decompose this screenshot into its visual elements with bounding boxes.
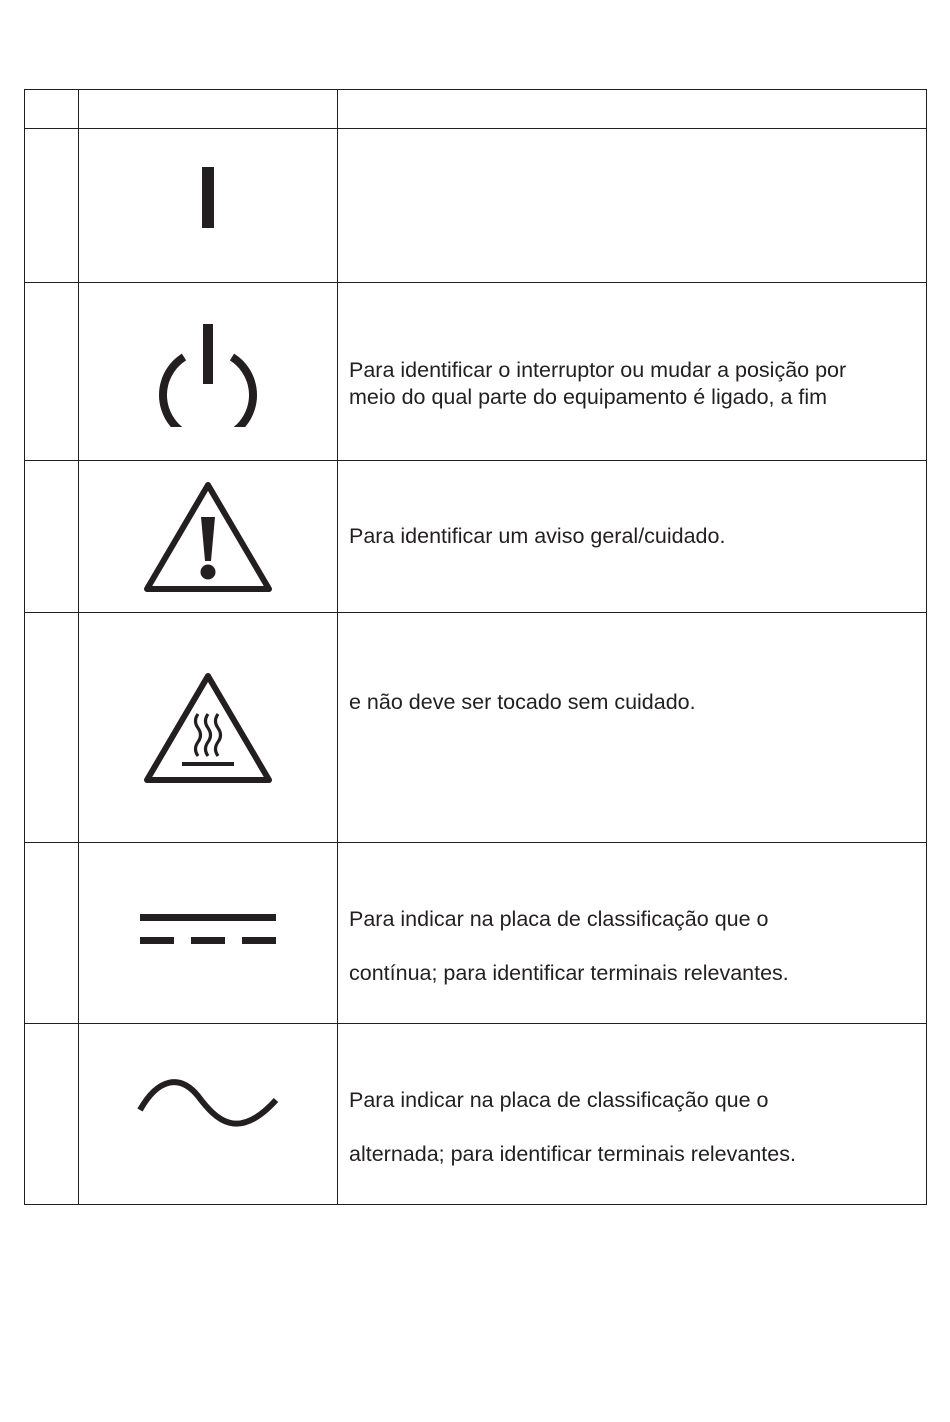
header-description-cell — [338, 90, 927, 129]
row-number-cell — [25, 461, 79, 613]
symbol-cell — [79, 283, 338, 461]
description-cell — [338, 461, 927, 613]
description-line: e não deve ser tocado sem cuidado. — [349, 690, 696, 714]
description-cell — [338, 843, 927, 1024]
description-line: Para identificar o interruptor ou mudar a posição por — [349, 357, 847, 382]
general-warning-icon — [142, 479, 274, 595]
table-row — [25, 129, 927, 283]
description-cell — [338, 613, 927, 843]
description-cell — [338, 1024, 927, 1205]
description-line: alternada; para identificar terminais relevantes. — [349, 1141, 796, 1166]
table-row — [25, 461, 927, 613]
table-header-row — [25, 90, 927, 129]
description-line: Para indicar na placa de classificação que o — [349, 1087, 769, 1112]
header-number-cell — [25, 90, 79, 129]
row-number-cell — [25, 613, 79, 843]
header-symbol-cell — [79, 90, 338, 129]
description-line: Para indicar na placa de classificação que o — [349, 906, 769, 931]
row-number-cell — [25, 843, 79, 1024]
symbol-cell — [79, 129, 338, 283]
row-number-cell — [25, 129, 79, 283]
table-row — [25, 843, 927, 1024]
symbol-cell — [79, 1024, 338, 1205]
table-row — [25, 1024, 927, 1205]
description-cell — [338, 129, 927, 283]
hot-surface-warning-icon — [142, 670, 274, 786]
table-row — [25, 283, 927, 461]
symbol-table — [24, 89, 927, 1205]
power-standby-icon — [153, 317, 263, 427]
symbol-cell — [79, 843, 338, 1024]
description-line: Para identificar um aviso geral/cuidado. — [349, 524, 726, 548]
alternating-current-icon — [136, 1070, 280, 1140]
table-row — [25, 613, 927, 843]
power-on-line-icon — [188, 149, 228, 259]
symbol-cell — [79, 461, 338, 613]
row-number-cell — [25, 283, 79, 461]
description-line: contínua; para identificar terminais relevantes. — [349, 960, 789, 985]
direct-current-icon — [138, 910, 278, 950]
description-cell — [338, 283, 927, 461]
symbol-cell — [79, 613, 338, 843]
row-number-cell — [25, 1024, 79, 1205]
description-line: meio do qual parte do equipamento é ligado, a fim — [349, 384, 828, 409]
